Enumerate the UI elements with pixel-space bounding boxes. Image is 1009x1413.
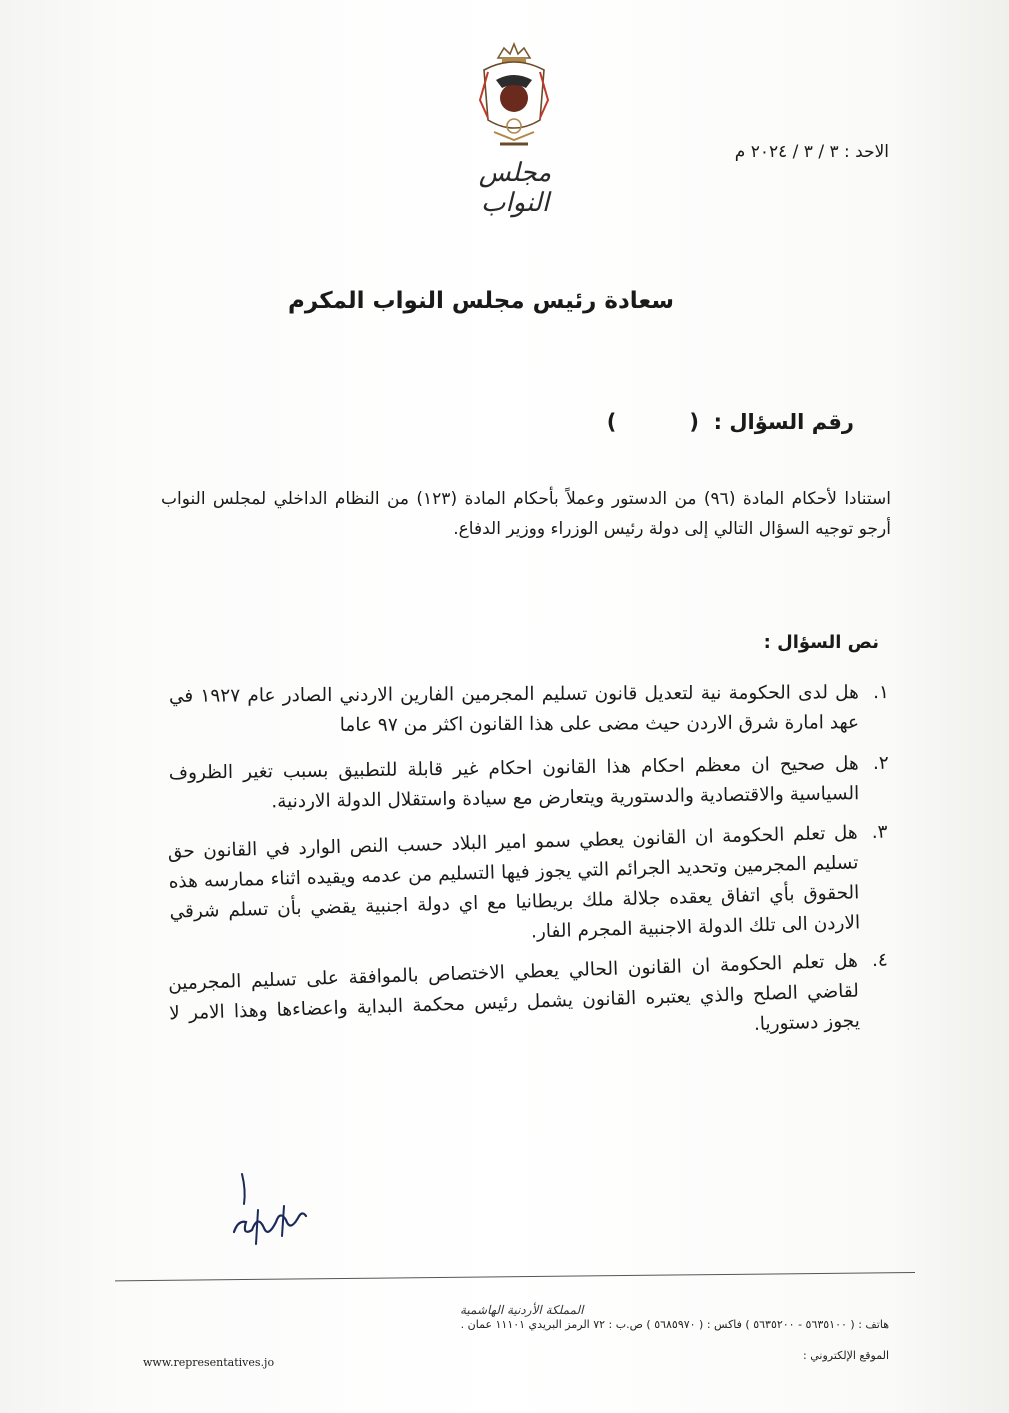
footer-website[interactable]: www.representatives.jo [143, 1356, 275, 1369]
question-text-label: نص السؤال : [763, 632, 879, 653]
footer-contact-line: هاتف : ( ٥٦٣٥١٠٠ - ٥٦٣٥٢٠٠ ) فاكس : ( ٥٦٨٥٩٧٠ ) ص.ب : ٧٢ الرمز البريدي ١١١٠١ عمان . [460, 1318, 889, 1331]
question-item-number: ١. [873, 682, 889, 704]
question-item-number: ٤. [871, 949, 889, 972]
letter-date: الاحد : ٣ / ٣ / ٢٠٢٤ م [734, 142, 889, 162]
question-item [168, 678, 889, 742]
question-item [167, 947, 889, 1060]
question-item-number: ٣. [871, 821, 888, 843]
handwritten-signature [228, 1170, 318, 1250]
question-item-text: هل لدى الحكومة نية لتعديل قانون تسليم المجرمين الفارين الاردني الصادر عام ١٩٢٧ في عهد امارة شرق الاردن حيث مضى على هذا القانون اكثر من ٩٧ عاما [168, 682, 860, 736]
salutation-heading: سعادة رئيس مجلس النواب المكرم [288, 288, 674, 314]
question-item [167, 818, 888, 957]
coat-of-arms-emblem [474, 40, 554, 155]
intro-paragraph: استنادا لأحكام المادة (٩٦) من الدستور وعملاً بأحكام المادة (١٢٣) من النظام الداخلي لمجلس النواب أرجو توجيه السؤال التالي إلى دولة رئيس الوزراء ووزير الدفاع. [161, 489, 892, 539]
question-item [168, 749, 889, 819]
question-number: رقم السؤال : ( ) [606, 410, 854, 434]
question-item-number: ٢. [872, 752, 889, 774]
questions-list [167, 680, 889, 1062]
question-item-text: هل صحيح ان معظم احكام هذا القانون احكام غير قابلة للتطبيق بسبب تغير الظروف السياسية والاقتصادية والدستورية ويتعارض مع سيادة واستقلال الدولة الاردنية. [168, 753, 860, 813]
council-logo: مجلس النواب [478, 158, 552, 218]
footer-divider [115, 1272, 915, 1281]
question-item-text: هل تعلم الحكومة ان القانون الحالي يعطي الاختصاص بالموافقة على تسليم المجرمين لقاضي الصلح والذي يعتبره القانون يشمل رئيس محكمة البداية واعضاءها وهذا الامر لا يجوز دستوريا. [167, 950, 861, 1036]
footer-kingdom-logo: المملكة الأردنية الهاشمية [460, 1303, 584, 1317]
footer-website-label: الموقع الإلكتروني : [803, 1349, 889, 1362]
question-item-text: هل تعلم الحكومة ان القانون يعطي سمو امير البلاد حسب النص الوارد في القانون حق تسليم المجرمين وتحديد الجرائم التي يجوز فيها التسليم من عدمه ويقيده اثناء ممارسه هذه الحقوق بأي اتفاق يعقده جلالة ملك بريطانيا مع اي دولة اجنبية يقضي بأن تسلم شرقي الاردن الى تلك الدولة الاجنبية المجرم الفار. [167, 822, 861, 943]
